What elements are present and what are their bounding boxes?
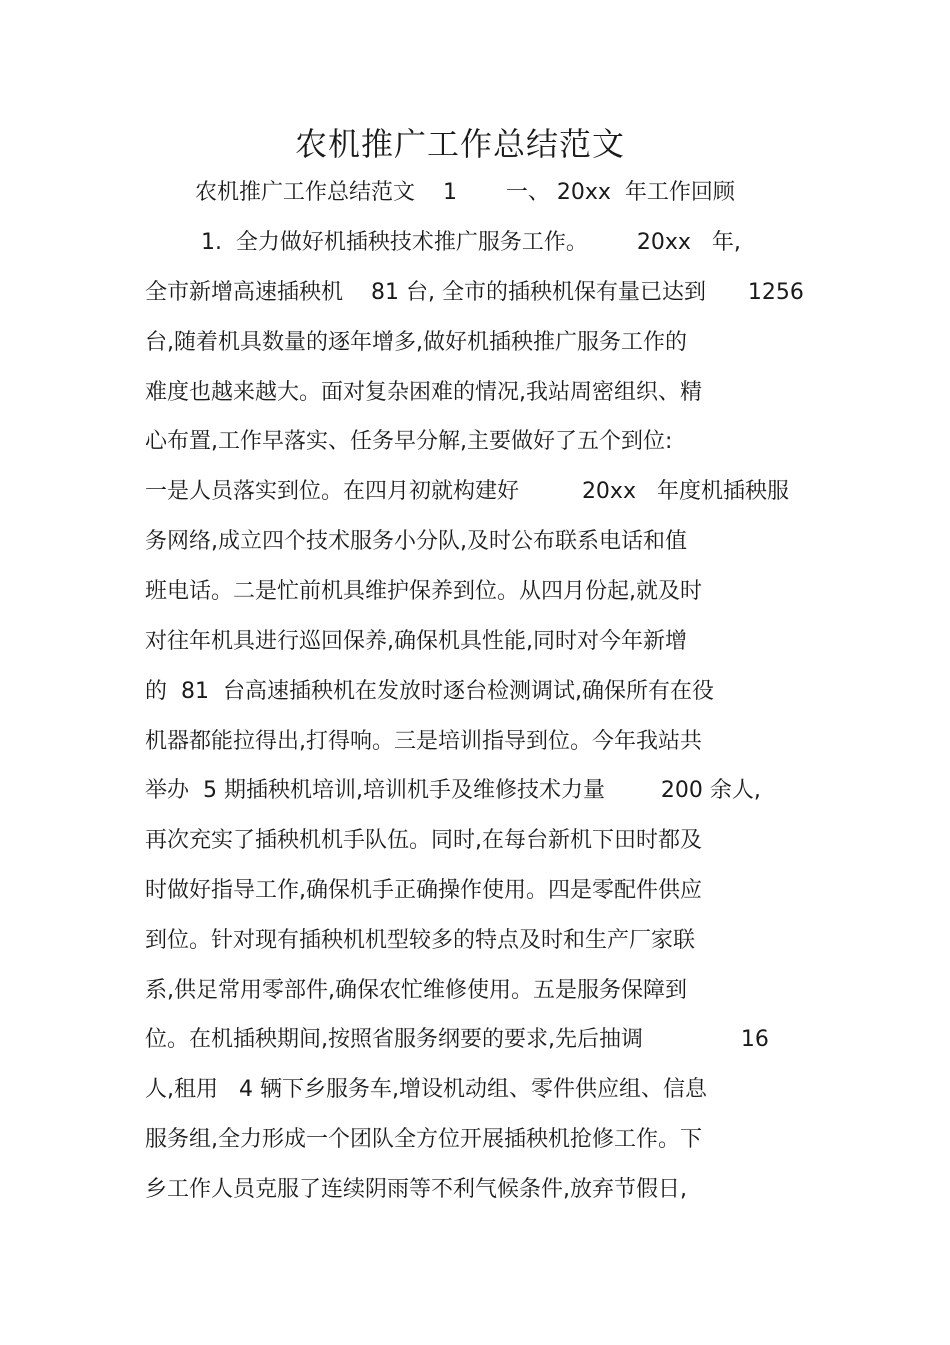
- paragraph-line: 人,租用 4 辆下乡服务车,增设机动组、零件供应组、信息: [145, 1077, 707, 1102]
- paragraph-line: 位。在机插秧期间,按照省服务纲要的要求,先后抽调 16: [145, 1027, 769, 1052]
- paragraph-line: 机器都能拉得出,打得响。三是培训指导到位。今年我站共: [145, 729, 702, 754]
- paragraph-line: 再次充实了插秧机机手队伍。同时,在每台新机下田时都及: [145, 828, 702, 853]
- paragraph-line: 一是人员落实到位。在四月初就构建好 20xx 年度机插秧服: [145, 479, 789, 504]
- paragraph-line: 1. 全力做好机插秧技术推广服务工作。 20xx 年,: [145, 230, 741, 255]
- paragraph-line: 服务组,全力形成一个团队全方位开展插秧机抢修工作。下: [145, 1127, 702, 1152]
- paragraph-line: 台,随着机具数量的逐年增多,做好机插秧推广服务工作的: [145, 330, 687, 355]
- paragraph-line: 全市新增高速插秧机 81 台, 全市的插秧机保有量已达到 1256: [145, 280, 804, 305]
- paragraph-line: 务网络,成立四个技术服务小分队,及时公布联系电话和值: [145, 529, 687, 554]
- paragraph-line: 的 81 台高速插秧机在发放时逐台检测调试,确保所有在役: [145, 679, 714, 704]
- paragraph-line: 到位。针对现有插秧机机型较多的特点及时和生产厂家联: [145, 928, 696, 953]
- paragraph-line: 系,供足常用零部件,确保农忙维修使用。五是服务保障到: [145, 978, 687, 1003]
- paragraph-line: 对往年机具进行巡回保养,确保机具性能,同时对今年新增: [145, 629, 687, 654]
- paragraph-line: 心布置,工作早落实、任务早分解,主要做好了五个到位:: [145, 429, 673, 454]
- paragraph-line: 班电话。二是忙前机具维护保养到位。从四月份起,就及时: [145, 579, 702, 604]
- document-subtitle: 农机推广工作总结范文 1 一、 20xx 年工作回顾: [195, 180, 735, 205]
- paragraph-line: 时做好指导工作,确保机手正确操作使用。四是零配件供应: [145, 878, 702, 903]
- paragraph-line: 举办 5 期插秧机培训,培训机手及维修技术力量 200 余人,: [145, 778, 761, 803]
- document-title: 农机推广工作总结范文: [294, 125, 625, 163]
- paragraph-line: 乡工作人员克服了连续阴雨等不利气候条件,放弃节假日,: [145, 1177, 687, 1202]
- paragraph-line: 难度也越来越大。面对复杂困难的情况,我站周密组织、精: [145, 380, 702, 405]
